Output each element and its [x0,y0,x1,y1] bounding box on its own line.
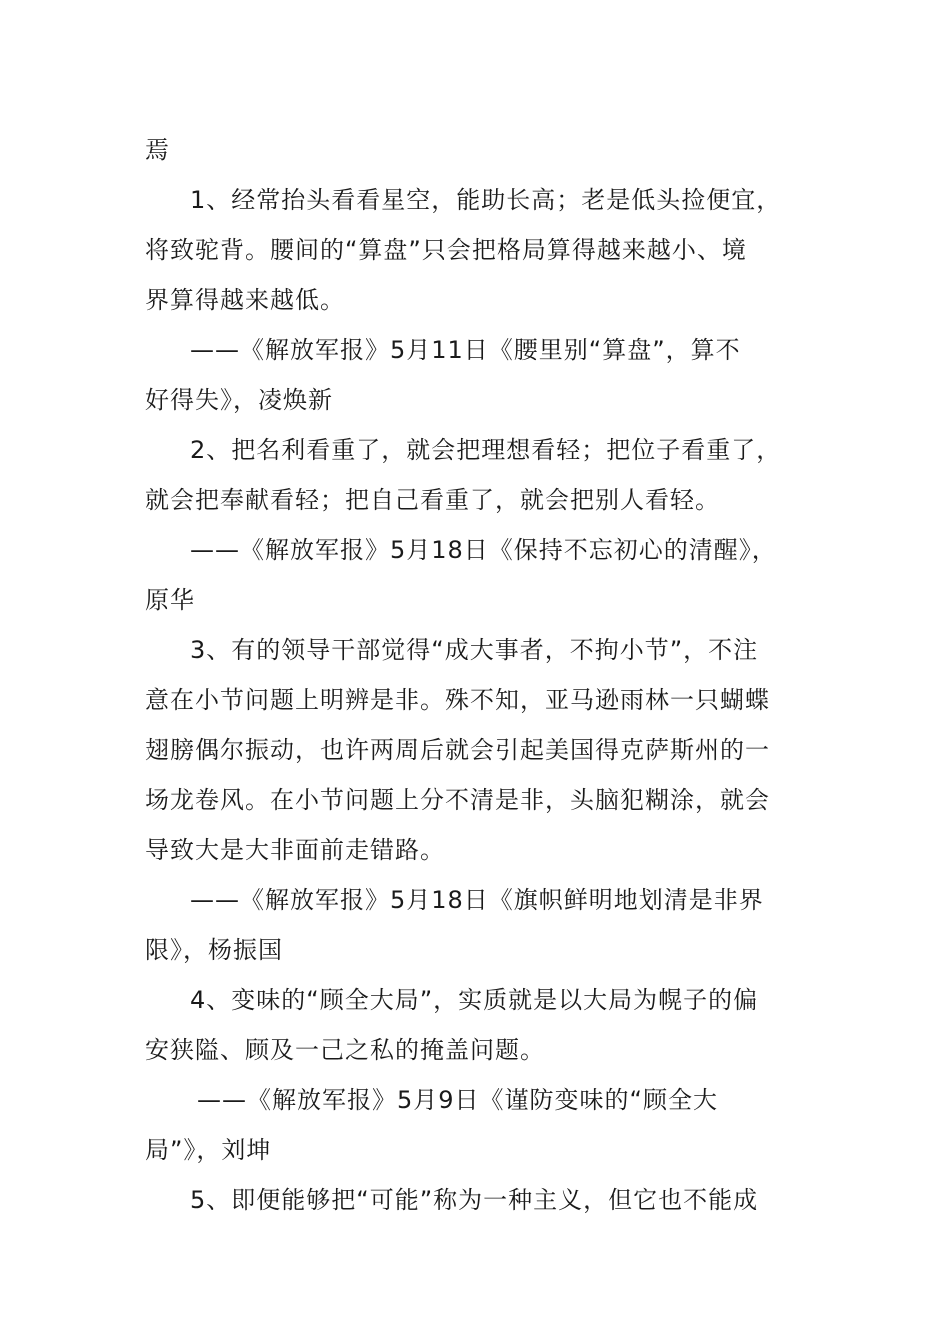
quote-4-line: 安狭隘、顾及一己之私的掩盖问题。 [145,1036,545,1064]
quote-1-source: 好得失》，凌焕新 [145,386,333,414]
quote-1-line: 1、经常抬头看看星空，能助长高；老是低头捡便宜， [190,186,782,214]
quote-4-source: ——《解放军报》5月9日《谨防变味的“顾全大 [197,1086,718,1114]
quote-1-source: ——《解放军报》5月11日《腰里别“算盘”，算不 [190,336,741,364]
quote-3-line: 3、有的领导干部觉得“成大事者，不拘小节”，不注 [190,636,759,664]
quote-3-line: 场龙卷风。在小节问题上分不清是非，头脑犯糊涂，就会 [145,786,770,814]
quote-3-line: 导致大是大非面前走错路。 [145,836,445,864]
text-line: 焉 [145,136,170,164]
quote-3-line: 意在小节问题上明辨是非。殊不知，亚马逊雨林一只蝴蝶 [145,686,770,714]
quote-3-source: ——《解放军报》5月18日《旗帜鲜明地划清是非界 [190,886,764,914]
quote-4-source: 局”》，刘坤 [145,1136,272,1164]
quote-2-line: 就会把奉献看轻；把自己看重了，就会把别人看轻。 [145,486,720,514]
quote-4-line: 4、变味的“顾全大局”，实质就是以大局为幌子的偏 [190,986,759,1014]
quote-1-line: 界算得越来越低。 [145,286,345,314]
quote-3-line: 翅膀偶尔振动，也许两周后就会引起美国得克萨斯州的一 [145,736,770,764]
quote-5-line: 5、即便能够把“可能”称为一种主义，但它也不能成 [190,1186,759,1214]
quote-2-source: 原华 [145,586,195,614]
quote-1-line: 将致驼背。腰间的“算盘”只会把格局算得越来越小、境 [145,236,747,264]
quote-2-line: 2、把名利看重了，就会把理想看轻；把位子看重了， [190,436,782,464]
quote-2-source: ——《解放军报》5月18日《保持不忘初心的清醒》， [190,536,777,564]
quote-3-source: 限》，杨振国 [145,936,283,964]
